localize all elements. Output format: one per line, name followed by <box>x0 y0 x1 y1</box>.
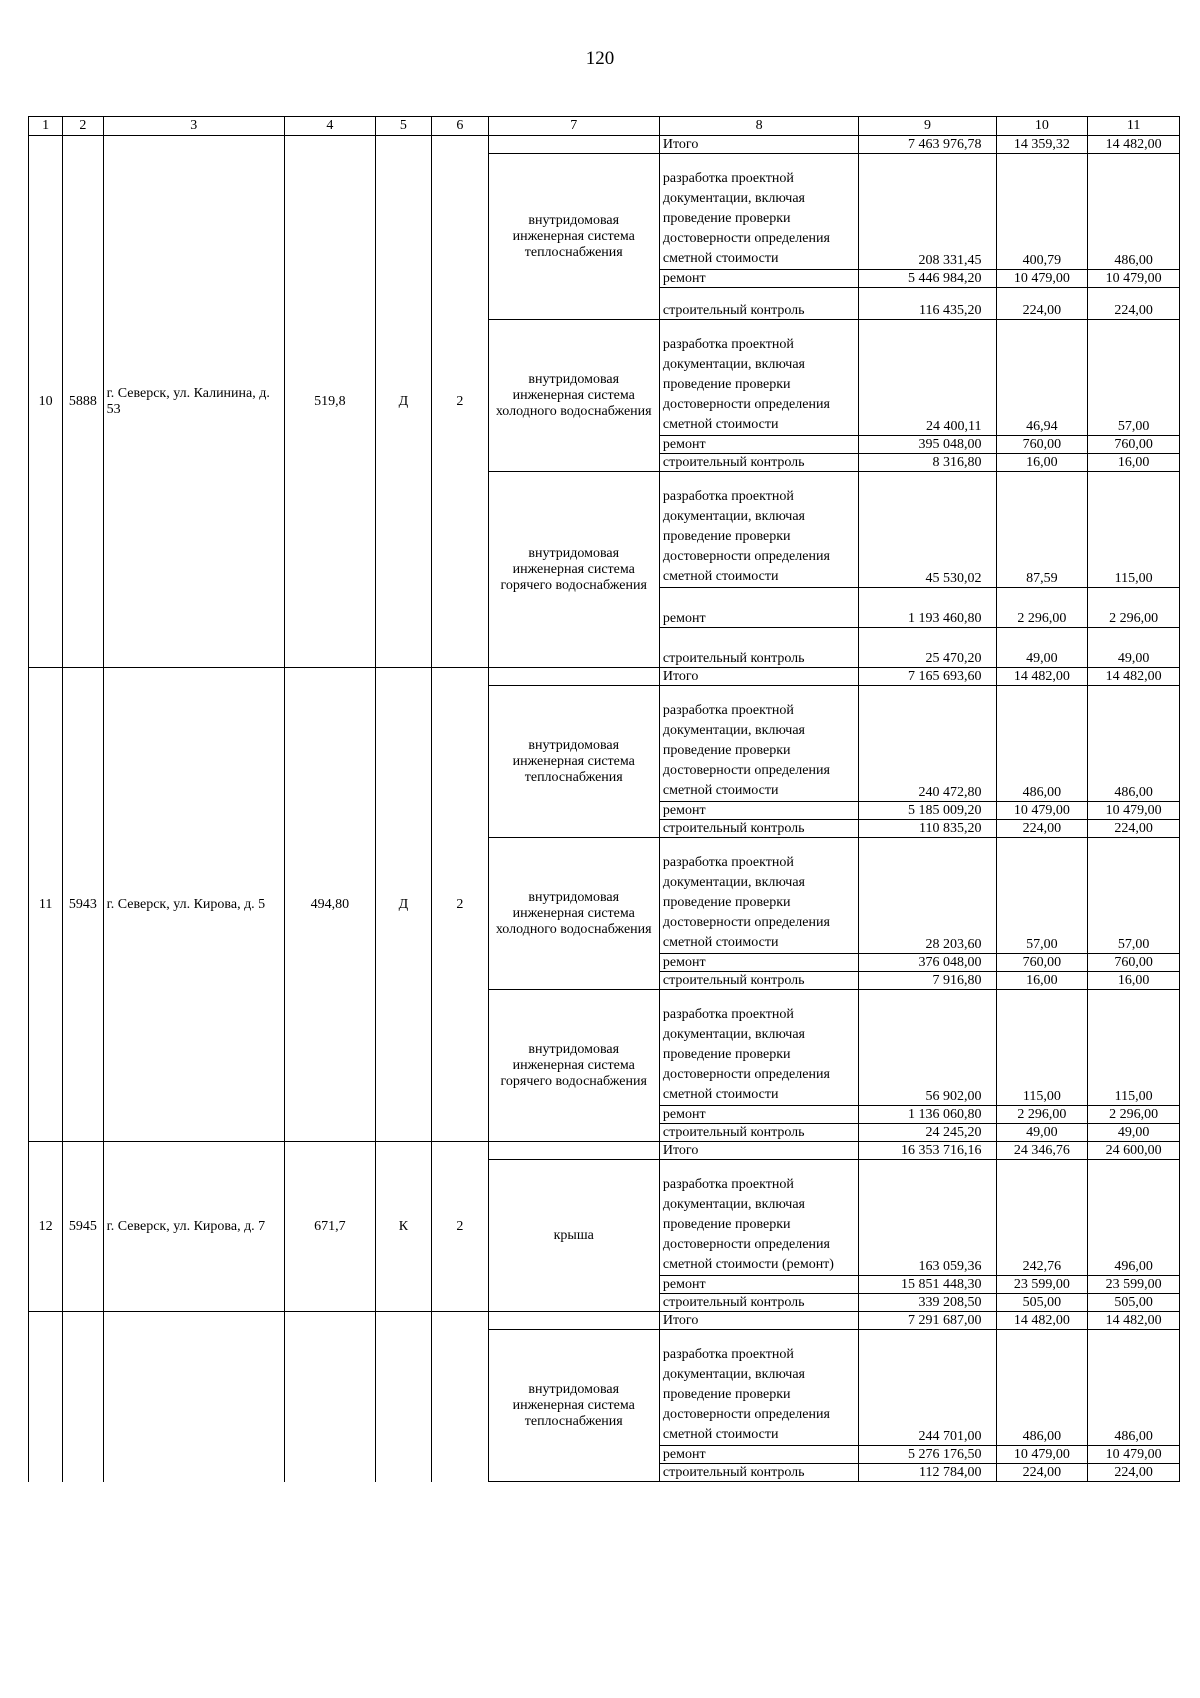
work-label: строительный контроль <box>659 628 859 668</box>
work-value-10: 16,00 <box>996 454 1088 472</box>
work-value-9: 208 331,45 <box>859 154 996 270</box>
work-label: строительный контроль <box>659 1124 859 1142</box>
work-value-9: 28 203,60 <box>859 838 996 954</box>
system-name: внутридомовая инженерная система теплоснабжения <box>488 154 659 320</box>
work-label: ремонт <box>659 588 859 628</box>
work-value-11: 2 296,00 <box>1088 588 1180 628</box>
work-value-10: 400,79 <box>996 154 1088 270</box>
col-header: 7 <box>488 117 659 136</box>
col-header: 3 <box>103 117 284 136</box>
work-value-11: 2 296,00 <box>1088 1106 1180 1124</box>
work-value-10: 10 479,00 <box>996 802 1088 820</box>
work-value-9: 163 059,36 <box>859 1160 996 1276</box>
work-label: ремонт <box>659 436 859 454</box>
work-value-10: 46,94 <box>996 320 1088 436</box>
work-value-11: 49,00 <box>1088 628 1180 668</box>
col-header: 11 <box>1088 117 1180 136</box>
work-value-9: 110 835,20 <box>859 820 996 838</box>
work-value-9: 1 136 060,80 <box>859 1106 996 1124</box>
col-header: 5 <box>375 117 431 136</box>
house-type: Д <box>375 136 431 668</box>
work-label: строительный контроль <box>659 288 859 320</box>
house-address <box>103 1312 284 1482</box>
work-value-9: 1 193 460,80 <box>859 588 996 628</box>
work-value-9: 56 902,00 <box>859 990 996 1106</box>
system-name: внутридомовая инженерная система теплоснабжения <box>488 1330 659 1482</box>
house-address: г. Северск, ул. Калинина, д. 53 <box>103 136 284 668</box>
total-value-10: 14 482,00 <box>996 668 1088 686</box>
work-value-11: 224,00 <box>1088 288 1180 320</box>
row-number: 11 <box>29 668 63 1142</box>
work-value-11: 23 599,00 <box>1088 1276 1180 1294</box>
system-name: внутридомовая инженерная система горячего водоснабжения <box>488 990 659 1142</box>
work-label: разработка проектной документации, включая проведение проверки достоверности определения сметной стоимости <box>659 838 859 954</box>
col-header: 1 <box>29 117 63 136</box>
work-value-9: 15 851 448,30 <box>859 1276 996 1294</box>
work-label: строительный контроль <box>659 820 859 838</box>
work-value-10: 49,00 <box>996 628 1088 668</box>
work-value-10: 49,00 <box>996 1124 1088 1142</box>
work-label: разработка проектной документации, включая проведение проверки достоверности определения сметной стоимости <box>659 990 859 1106</box>
house-address: г. Северск, ул. Кирова, д. 7 <box>103 1142 284 1312</box>
work-value-9: 244 701,00 <box>859 1330 996 1446</box>
work-value-9: 395 048,00 <box>859 436 996 454</box>
work-value-10: 115,00 <box>996 990 1088 1106</box>
work-value-10: 486,00 <box>996 1330 1088 1446</box>
col-header: 8 <box>659 117 859 136</box>
work-value-11: 10 479,00 <box>1088 270 1180 288</box>
house-area <box>284 1312 375 1482</box>
total-value-11: 14 482,00 <box>1088 1312 1180 1330</box>
system-name: внутридомовая инженерная система холодного водоснабжения <box>488 838 659 990</box>
work-label: ремонт <box>659 954 859 972</box>
work-label: строительный контроль <box>659 1464 859 1482</box>
house-col6: 2 <box>432 136 488 668</box>
total-value-9: 7 463 976,78 <box>859 136 996 154</box>
col-header: 6 <box>432 117 488 136</box>
work-label: ремонт <box>659 1106 859 1124</box>
total-label: Итого <box>659 136 859 154</box>
empty-system-cell <box>488 136 659 154</box>
work-value-11: 760,00 <box>1088 954 1180 972</box>
group-total-row <box>29 1142 1180 1160</box>
work-value-9: 339 208,50 <box>859 1294 996 1312</box>
row-number: 12 <box>29 1142 63 1312</box>
total-value-10: 14 359,32 <box>996 136 1088 154</box>
empty-system-cell <box>488 668 659 686</box>
work-value-9: 7 916,80 <box>859 972 996 990</box>
work-value-10: 224,00 <box>996 1464 1088 1482</box>
total-value-9: 7 165 693,60 <box>859 668 996 686</box>
empty-system-cell <box>488 1142 659 1160</box>
empty-system-cell <box>488 1312 659 1330</box>
work-value-11: 57,00 <box>1088 320 1180 436</box>
house-type: К <box>375 1142 431 1312</box>
work-value-10: 224,00 <box>996 820 1088 838</box>
work-label: ремонт <box>659 1446 859 1464</box>
work-label: разработка проектной документации, включая проведение проверки достоверности определения сметной стоимости (ремонт) <box>659 1160 859 1276</box>
group-total-row <box>29 136 1180 154</box>
work-value-10: 16,00 <box>996 972 1088 990</box>
work-value-9: 112 784,00 <box>859 1464 996 1482</box>
work-value-11: 486,00 <box>1088 1330 1180 1446</box>
total-value-10: 24 346,76 <box>996 1142 1088 1160</box>
work-value-10: 505,00 <box>996 1294 1088 1312</box>
house-area: 494,80 <box>284 668 375 1142</box>
work-label: строительный контроль <box>659 1294 859 1312</box>
work-value-11: 760,00 <box>1088 436 1180 454</box>
house-area: 671,7 <box>284 1142 375 1312</box>
column-number-row <box>29 117 1180 136</box>
col-header: 10 <box>996 117 1088 136</box>
system-name: внутридомовая инженерная система холодного водоснабжения <box>488 320 659 472</box>
work-value-9: 5 446 984,20 <box>859 270 996 288</box>
work-value-9: 25 470,20 <box>859 628 996 668</box>
col-header: 2 <box>63 117 103 136</box>
total-value-9: 16 353 716,16 <box>859 1142 996 1160</box>
total-label: Итого <box>659 1142 859 1160</box>
work-value-10: 2 296,00 <box>996 1106 1088 1124</box>
work-value-10: 760,00 <box>996 954 1088 972</box>
house-id: 5945 <box>63 1142 103 1312</box>
work-value-11: 505,00 <box>1088 1294 1180 1312</box>
work-value-9: 24 245,20 <box>859 1124 996 1142</box>
work-value-11: 57,00 <box>1088 838 1180 954</box>
work-value-11: 16,00 <box>1088 454 1180 472</box>
total-value-10: 14 482,00 <box>996 1312 1088 1330</box>
col-header: 4 <box>284 117 375 136</box>
work-value-10: 87,59 <box>996 472 1088 588</box>
total-label: Итого <box>659 668 859 686</box>
work-value-10: 10 479,00 <box>996 270 1088 288</box>
total-label: Итого <box>659 1312 859 1330</box>
house-type <box>375 1312 431 1482</box>
total-value-9: 7 291 687,00 <box>859 1312 996 1330</box>
house-id: 5888 <box>63 136 103 668</box>
house-id: 5943 <box>63 668 103 1142</box>
group-total-row <box>29 1312 1180 1330</box>
total-value-11: 14 482,00 <box>1088 136 1180 154</box>
work-label: строительный контроль <box>659 454 859 472</box>
house-col6: 2 <box>432 668 488 1142</box>
group-total-row <box>29 668 1180 686</box>
work-value-11: 496,00 <box>1088 1160 1180 1276</box>
work-value-11: 115,00 <box>1088 472 1180 588</box>
work-label: ремонт <box>659 1276 859 1294</box>
work-value-9: 45 530,02 <box>859 472 996 588</box>
system-name: внутридомовая инженерная система теплоснабжения <box>488 686 659 838</box>
work-label: строительный контроль <box>659 972 859 990</box>
work-value-11: 486,00 <box>1088 154 1180 270</box>
work-label: разработка проектной документации, включая проведение проверки достоверности определения сметной стоимости <box>659 154 859 270</box>
total-value-11: 24 600,00 <box>1088 1142 1180 1160</box>
work-label: разработка проектной документации, включая проведение проверки достоверности определения сметной стоимости <box>659 472 859 588</box>
work-label: ремонт <box>659 802 859 820</box>
work-value-11: 16,00 <box>1088 972 1180 990</box>
work-value-11: 115,00 <box>1088 990 1180 1106</box>
row-number: 10 <box>29 136 63 668</box>
work-value-10: 242,76 <box>996 1160 1088 1276</box>
work-value-10: 10 479,00 <box>996 1446 1088 1464</box>
work-value-11: 10 479,00 <box>1088 802 1180 820</box>
total-value-11: 14 482,00 <box>1088 668 1180 686</box>
work-label: ремонт <box>659 270 859 288</box>
house-area: 519,8 <box>284 136 375 668</box>
work-value-10: 23 599,00 <box>996 1276 1088 1294</box>
capital-repair-table <box>28 116 1180 1482</box>
work-value-11: 224,00 <box>1088 1464 1180 1482</box>
work-value-11: 49,00 <box>1088 1124 1180 1142</box>
house-col6 <box>432 1312 488 1482</box>
work-value-9: 376 048,00 <box>859 954 996 972</box>
system-name: внутридомовая инженерная система горячего водоснабжения <box>488 472 659 668</box>
work-value-11: 224,00 <box>1088 820 1180 838</box>
work-value-10: 2 296,00 <box>996 588 1088 628</box>
row-number <box>29 1312 63 1482</box>
work-value-9: 240 472,80 <box>859 686 996 802</box>
work-value-10: 57,00 <box>996 838 1088 954</box>
house-address: г. Северск, ул. Кирова, д. 5 <box>103 668 284 1142</box>
house-type: Д <box>375 668 431 1142</box>
house-id <box>63 1312 103 1482</box>
work-value-11: 10 479,00 <box>1088 1446 1180 1464</box>
system-name: крыша <box>488 1160 659 1312</box>
work-value-9: 5 276 176,50 <box>859 1446 996 1464</box>
house-col6: 2 <box>432 1142 488 1312</box>
work-label: разработка проектной документации, включая проведение проверки достоверности определения сметной стоимости <box>659 686 859 802</box>
work-value-9: 116 435,20 <box>859 288 996 320</box>
work-value-9: 24 400,11 <box>859 320 996 436</box>
col-header: 9 <box>859 117 996 136</box>
work-label: разработка проектной документации, включая проведение проверки достоверности определения сметной стоимости <box>659 1330 859 1446</box>
work-value-11: 486,00 <box>1088 686 1180 802</box>
work-value-9: 8 316,80 <box>859 454 996 472</box>
work-value-10: 224,00 <box>996 288 1088 320</box>
work-value-10: 486,00 <box>996 686 1088 802</box>
work-value-9: 5 185 009,20 <box>859 802 996 820</box>
work-value-10: 760,00 <box>996 436 1088 454</box>
work-label: разработка проектной документации, включая проведение проверки достоверности определения сметной стоимости <box>659 320 859 436</box>
page-number: 120 <box>585 48 615 69</box>
